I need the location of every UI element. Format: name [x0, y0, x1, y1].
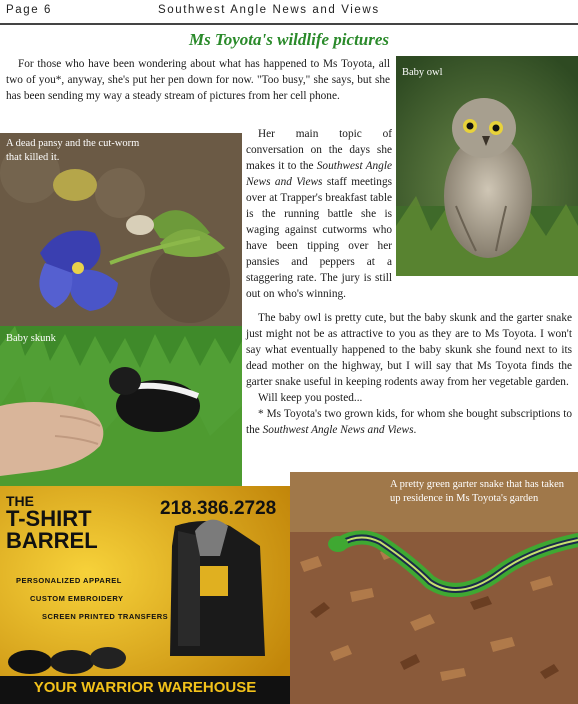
footnote-text-a: * Ms Toyota's two grown kids, for whom she bought subscriptions to the: [246, 408, 572, 436]
page-header: [0, 0, 578, 22]
skunk-photo: [0, 326, 242, 486]
ad-phone: 218.386.2728: [160, 498, 277, 519]
footnote: [246, 406, 572, 438]
ad-service-3: SCREEN PRINTED TRANSFERS: [42, 612, 169, 621]
intro-paragraph: For those who have been wondering about what has happened to Ms Toyota, all two of you*, anyway, she's put her pen down for now. "Too busy," she says, but she has been sending my way a steady stream of pictures from her cell phone.: [6, 58, 390, 102]
garter-snake-photo: [290, 472, 578, 704]
ad-brand-line3: BARREL: [6, 528, 98, 553]
pansy-caption: A dead pansy and the cut-worm that killed it.: [6, 138, 140, 163]
paragraph-2-text-a: Her main topic of conversation on the days she makes it to the: [246, 128, 392, 172]
snake-image: [290, 472, 578, 704]
ad-service-2: CUSTOM EMBROIDERY: [30, 594, 124, 603]
article-intro: [6, 56, 390, 104]
snake-caption: A pretty green garter snake that has taken up residence in Ms Toyota's garden: [390, 479, 565, 504]
tshirt-barrel-ad: [0, 486, 290, 704]
publication-title: Southwest Angle News and Views: [158, 4, 380, 16]
footnote-publication: Southwest Angle News and Views: [262, 424, 414, 436]
footnote-text-b: .: [413, 424, 417, 436]
header-rule: [0, 23, 578, 25]
article-paragraph-2: [246, 126, 392, 302]
paragraph-2-publication: Southwest Angle News and Views: [246, 160, 392, 188]
owl-caption: Baby owl: [402, 67, 443, 78]
article-paragraph-3: [246, 310, 572, 438]
page-number: Page 6: [6, 4, 53, 16]
ad-service-1: PERSONALIZED APPAREL: [16, 576, 122, 585]
pansy-photo: [0, 133, 242, 326]
baby-owl-photo: [396, 56, 578, 276]
paragraph-4: Will keep you posted...: [258, 392, 363, 404]
paragraph-2: [246, 126, 392, 302]
ad-tagline: YOUR WARRIOR WAREHOUSE: [33, 679, 257, 696]
paragraph-3: The baby owl is pretty cute, but the baby skunk and the garter snake just might not be as attractive to you as they are to Ms Toyota. I won't say what eventually happened to the baby skunk she found next to its dead mother on the highway, but I will say that Ms Toyota finds the garter snake useful in keeping rodents away from her vegetable garden.: [246, 312, 572, 388]
skunk-caption: Baby skunk: [6, 333, 56, 344]
ad-brand-line1: THE: [6, 493, 34, 509]
ad-brand-line2: T-SHIRT: [6, 506, 92, 531]
skunk-image: [0, 326, 242, 486]
article-headline: Ms Toyota's wildlife pictures: [188, 30, 390, 49]
paragraph-2-text-b: staff meetings over at Trapper's breakfast table is the running battle she is waging against cutworms who have been tipping over her pansies and peppers at a staggering rate. The jury is still out on who's winning.: [246, 176, 392, 300]
owl-image: [396, 56, 578, 276]
